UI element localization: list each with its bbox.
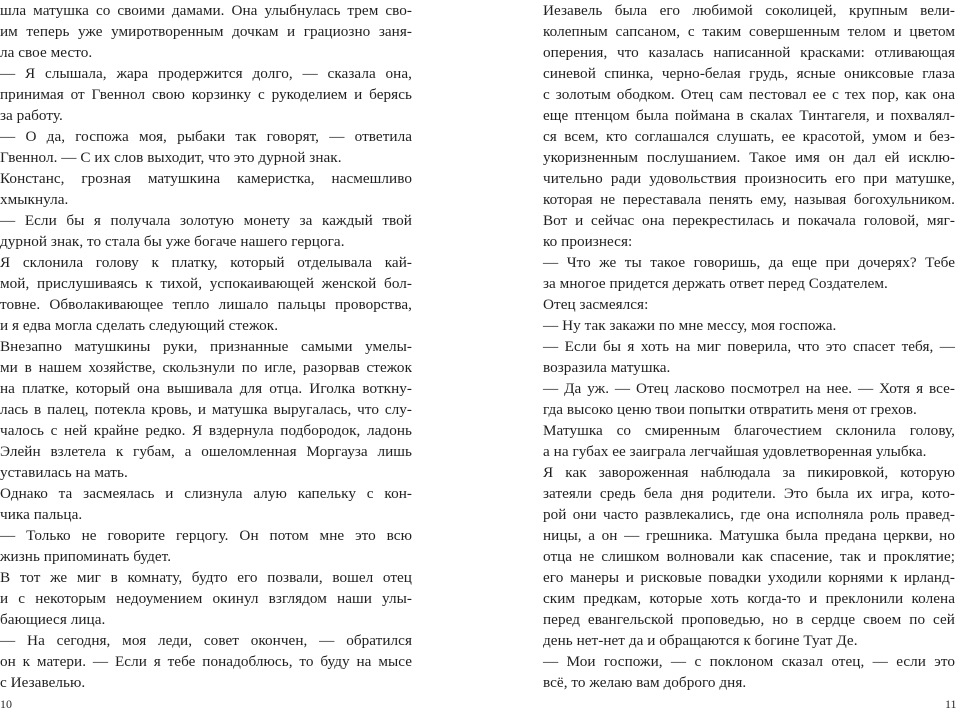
text-line: хмыкнула. (0, 191, 69, 208)
text-line: чалось с ней крайне редко. Я вздернула подбородок, ладонь (0, 422, 412, 439)
text-line: за многое придется держать ответ перед Создателем. (543, 275, 888, 292)
left-page-text (0, 0, 412, 693)
text-line: чика пальца. (0, 506, 83, 523)
text-line: Матушка со смиренным благочестием склонила голову, (543, 422, 955, 439)
text-line: ся всем, кто соглашался слушать, ее красотой, умом и без- (543, 128, 955, 145)
text-line: им теперь уже умиротворенным дочкам и грациозно заня- (0, 23, 412, 40)
text-line: ла свое место. (0, 44, 93, 61)
text-line: затеяли средь бела дня родители. Это была их игра, кото- (543, 485, 955, 502)
text-line: с Иезавелью. (0, 674, 86, 691)
text-line: с золотым ободком. Отец сам пестовал ее с тех пор, как она (543, 86, 955, 103)
text-line: гда высоко ценю твои попытки отвратить меня от грехов. (543, 401, 917, 418)
text-line: Внезапно матушкины руки, признанные самыми умелы- (0, 338, 412, 355)
text-line: за работу. (0, 107, 63, 124)
text-line: его манеры и рисковые повадки уходили корнями к ирланд- (543, 569, 955, 586)
text-line: Отец засмеялся: (543, 296, 649, 313)
text-line: ским предкам, которые хоть когда-то и преклонили колена (543, 590, 955, 607)
text-line: — На сегодня, моя леди, совет окончен, — обратился (0, 632, 412, 649)
text-line: — Я слышала, жара продержится долго, — сказала она, (0, 65, 412, 82)
text-line: Однако та засмеялась и слизнула алую капельку с кон- (0, 485, 412, 502)
text-line: шла матушка со своими дамами. Она улыбнулась трем сво- (0, 2, 412, 19)
text-line: дурной знак, то стала бы уже богаче нашего герцога. (0, 233, 345, 250)
text-line: жизнь припоминать будет. (0, 548, 172, 565)
text-line: — Да уж. — Отец ласково посмотрел на нее. — Хотя я все- (543, 380, 955, 397)
text-line: Я склонила голову к платку, который отделывала кай- (0, 254, 412, 271)
text-line: и с некоторым недоумением окинул взглядом наши улы- (0, 590, 412, 607)
text-line: Вот и сейчас она перекрестилась и покачала головой, мяг- (543, 212, 955, 229)
text-line: — Если бы я хоть на миг поверила, что это спасет тебя, — (543, 338, 955, 355)
text-line: — О да, госпожа моя, рыбаки так говорят, — ответила (0, 128, 412, 145)
text-line: синевой спинка, черно-белая грудь, ясные ониксовые глаза (543, 65, 955, 82)
text-line: Гвеннол. — С их слов выходит, что это дурной знак. (0, 149, 342, 166)
text-line: ницы, а он — грешника. Матушка была предана церкви, но (543, 527, 955, 544)
text-line: Констанс, грозная матушкина камеристка, насмешливо (0, 170, 412, 187)
text-line: лась в палец, потекла кровь, и матушка выругалась, что слу- (0, 401, 412, 418)
text-line: уставилась на мать. (0, 464, 128, 481)
text-line: колепным сапсаном, с таким совершенным телом и цветом (543, 23, 955, 40)
text-line: — Мои госпожи, — с поклоном сказал отец, — если это (543, 653, 955, 670)
text-line: бающиеся лица. (0, 611, 106, 628)
right-page-number: 11 (945, 697, 957, 711)
text-line: оперения, что казалась написанной красками: отливающая (543, 44, 955, 61)
text-line: укоризненным послушанием. Такое имя он дал ей исклю- (543, 149, 955, 166)
text-line: день нет-нет да и обращаются к богине Туат Де. (543, 632, 858, 649)
left-page-number: 10 (0, 697, 12, 711)
text-line: — Если бы я получала золотую монету за каждый твой (0, 212, 412, 229)
text-line: ми в нашем хозяйстве, скользнули по игле, разорвав стежок (0, 359, 412, 376)
text-line: перед евангельской проповедью, но в сердце своем по сей (543, 611, 955, 628)
text-line: — Только не говорите герцогу. Он потом мне это всю (0, 527, 412, 544)
text-line: на платке, который она вышивала для отца. Иголка воткну- (0, 380, 412, 397)
text-line: Я как завороженная наблюдала за пикировкой, которую (543, 464, 955, 481)
text-line: ко произнеся: (543, 233, 633, 250)
text-line: — Ну так закажи по мне мессу, моя госпожа. (543, 317, 837, 334)
text-line: он к матери. — Если я тебе понадоблюсь, то буду на мысе (0, 653, 412, 670)
text-line: В тот же миг в комнату, будто его позвали, вошел отец (0, 569, 412, 586)
text-line: принимая от Гвеннол свою корзинку с рукоделием и берясь (0, 86, 412, 103)
text-line: которая не переставала пенять ему, называя богохульником. (543, 191, 955, 208)
text-line: чительно ради удовольствия произносить его при матушке, (543, 170, 955, 187)
text-line: Элейн взлетела к губам, а ошеломленная Моргауза лишь (0, 443, 412, 460)
text-line: мой, прислушиваясь к тихой, успокаивающей женской бол- (0, 275, 412, 292)
text-line: возразила матушка. (543, 359, 671, 376)
text-line: товне. Обволакивающее тепло лишало пальцы проворства, (0, 296, 412, 313)
text-line: еще птенцом была поймана в скалах Тинтагеля, и похвалял- (543, 107, 955, 124)
text-line: рой они часто развлекались, где она исполняла роль правед- (543, 506, 955, 523)
text-line: а на губах ее заиграла легчайшая удовлетворенная улыбка. (543, 443, 927, 460)
right-page-text (543, 0, 955, 693)
text-line: Иезавель была его любимой соколицей, крупным вели- (543, 2, 955, 19)
text-line: — Что же ты такое говоришь, да еще при дочерях? Тебе (543, 254, 955, 271)
text-line: всё, то желаю вам доброго дня. (543, 674, 747, 691)
text-line: отца не слишком волновали как спасение, так и проклятие; (543, 548, 955, 565)
text-line: и я едва могла сделать следующий стежок. (0, 317, 279, 334)
